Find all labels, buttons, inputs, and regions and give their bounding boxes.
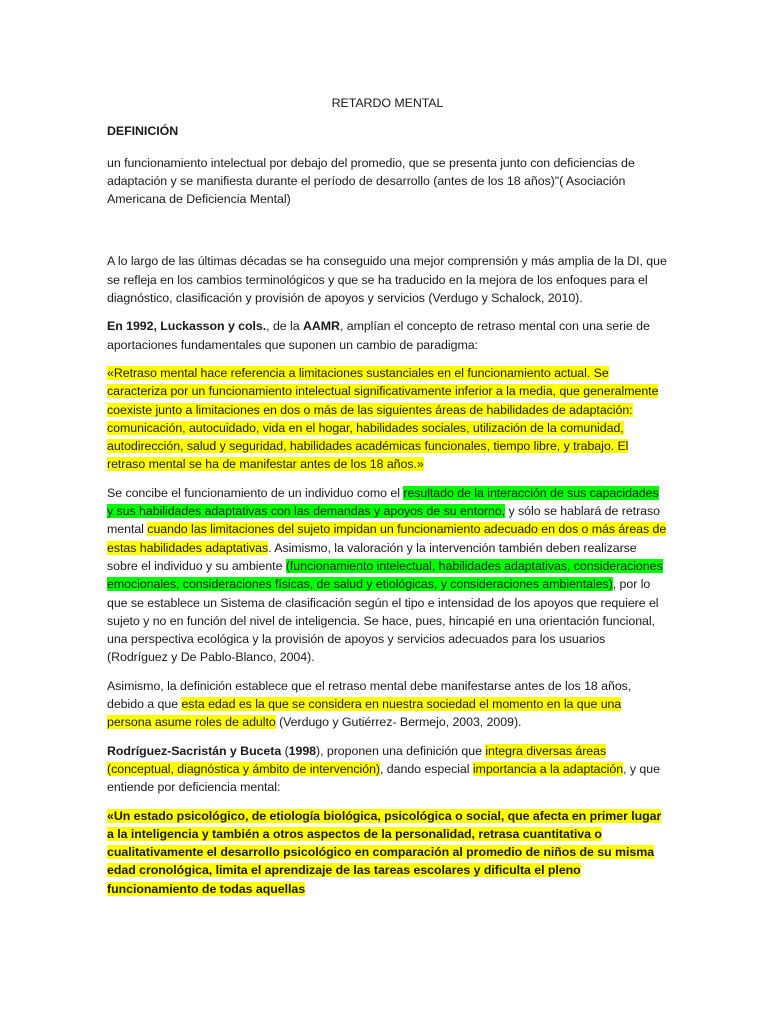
text-run: ( bbox=[281, 743, 289, 758]
text-run: , de la bbox=[266, 319, 303, 334]
paragraph-luckasson bbox=[107, 317, 668, 354]
text-bold: 1998 bbox=[288, 743, 317, 758]
text-run: como el bbox=[353, 485, 404, 500]
text-run: también deben realizarse sobre el individuo y su ambiente bbox=[107, 540, 637, 573]
paragraph-definition: un funcionamiento intelectual por debajo del promedio, que se presenta junto con deficiencias de adaptación y se manifiesta durante el período de desarrollo (antes de los 18 años)"( Asociación Americana de Deficiencia Mental) bbox=[107, 155, 635, 207]
text-run: , dando especial bbox=[380, 761, 473, 776]
highlight-yellow: «Retraso mental hace referencia a limitaciones sustanciales en el funcionamiento actual. Se caracteriza por un funcionamiento intelectual significativamente inferior a la media, que generalmente coexiste junto a limitaciones en dos o más de las siguientes áreas de habilidades de adaptación: comunicación, autocuidado, vida en el hogar, habilidades sociales, utilización de la comunidad, autodirección, salud y seguridad, habilidades académicas funcionales, tiempo libre, y trabajo. El retraso mental se ha de manifestar antes de los 18 años.» bbox=[107, 365, 659, 472]
quote-rodriguez bbox=[107, 807, 668, 898]
highlight-yellow: esta edad es la que se considera en nuestra sociedad el momento en la que una persona asume roles de adulto bbox=[107, 697, 622, 730]
text-run: , por lo que se establece un Sistema de clasificación según el tipo e intensidad de los apoyos que requiere el sujeto y no en función del nivel de inteligencia. Se hace, pues, hincapié en una orientación funcional, una perspectiva ecológica y la bbox=[107, 577, 659, 647]
highlight-green: (funcionamiento intelectual, habilidades adaptativas, consideraciones emocionales, consideraciones físicas, de salud y etiológicas, y consideraciones ambientales) bbox=[107, 558, 663, 592]
paragraph-rodriguez bbox=[107, 742, 668, 797]
text-run: Asimismo, la definición establece que el retraso mental debe manifestarse antes de los 18 años bbox=[107, 678, 628, 693]
paragraph-funcionamiento bbox=[107, 484, 668, 667]
text-run: , amplían el concepto de retraso mental con una serie de aportaciones fundamentales que suponen un cambio de paradigma: bbox=[107, 319, 650, 352]
paragraph-edad bbox=[107, 677, 668, 732]
highlight-yellow: «Un estado psicológico, de etiología biológica, psicológica o social, que afecta en primer lugar a la inteligencia y también a otros aspectos de la personalidad, retrasa cuantitativa o cualitativamente el desarrollo psicológico en comparación al promedio de niños de su misma edad cronológica, limita el aprendizaje de las tareas escolares y dificulta el pleno funcionamiento de todas aquellas bbox=[107, 808, 662, 896]
text-run: (Verdugo y Gutiérrez- Bermejo, 2003, 2009). bbox=[275, 715, 522, 730]
text-run: y sólo se hablará de bbox=[505, 504, 622, 519]
text-bold: Rodríguez-Sacristán y Buceta bbox=[107, 743, 282, 758]
quote-luckasson bbox=[107, 364, 668, 474]
text-run: para los usuarios (Rodríguez y De Pablo-Blanco, 2004). bbox=[107, 632, 606, 665]
text-run: retraso mental bbox=[107, 504, 660, 537]
text-bold: En 1992, Luckasson y cols. bbox=[107, 319, 267, 334]
text-run: ), proponen una definición que bbox=[316, 743, 486, 758]
highlight-yellow: importancia a la adaptación bbox=[472, 761, 624, 776]
text-run: , y que entiende por deficiencia mental: bbox=[107, 761, 660, 795]
text-run: funcionamiento de un individuo bbox=[184, 485, 354, 500]
paragraph-intro: A lo largo de las últimas décadas se ha conseguido una mejor comprensión y más amplia de la DI, que se refleja en los cambios terminológicos y que se ha traducido en la mejora de los enfoques para el diagnóstico, clasificación y provisión de apoyos y servicios (Verdugo y Schalock, 2010). bbox=[107, 254, 667, 306]
text-run: . Asimismo, la bbox=[268, 540, 348, 555]
text-bold: AAMR bbox=[302, 319, 340, 334]
highlight-yellow: cuando las limitaciones del sujeto impidan un funcionamiento adecuado en dos o más áreas de estas habilidades adaptativas bbox=[107, 522, 667, 555]
section-heading-definicion: DEFINICIÓN bbox=[107, 124, 179, 139]
text-run: , debido a que bbox=[107, 678, 632, 712]
page-title: RETARDO MENTAL bbox=[331, 96, 444, 110]
text-run: provisión de apoyos y servicios adecuados bbox=[274, 632, 509, 647]
text-run: valoración y la intervención bbox=[347, 540, 496, 555]
highlight-green: resultado de la interacción de sus capacidades y sus habilidades adaptativas con las demandas y apoyos de su entorno, bbox=[107, 485, 659, 519]
text-run: Se concibe el bbox=[107, 485, 185, 500]
highlight-yellow: integra diversas áreas (conceptual, diagnóstica y ámbito de intervención) bbox=[107, 743, 607, 776]
